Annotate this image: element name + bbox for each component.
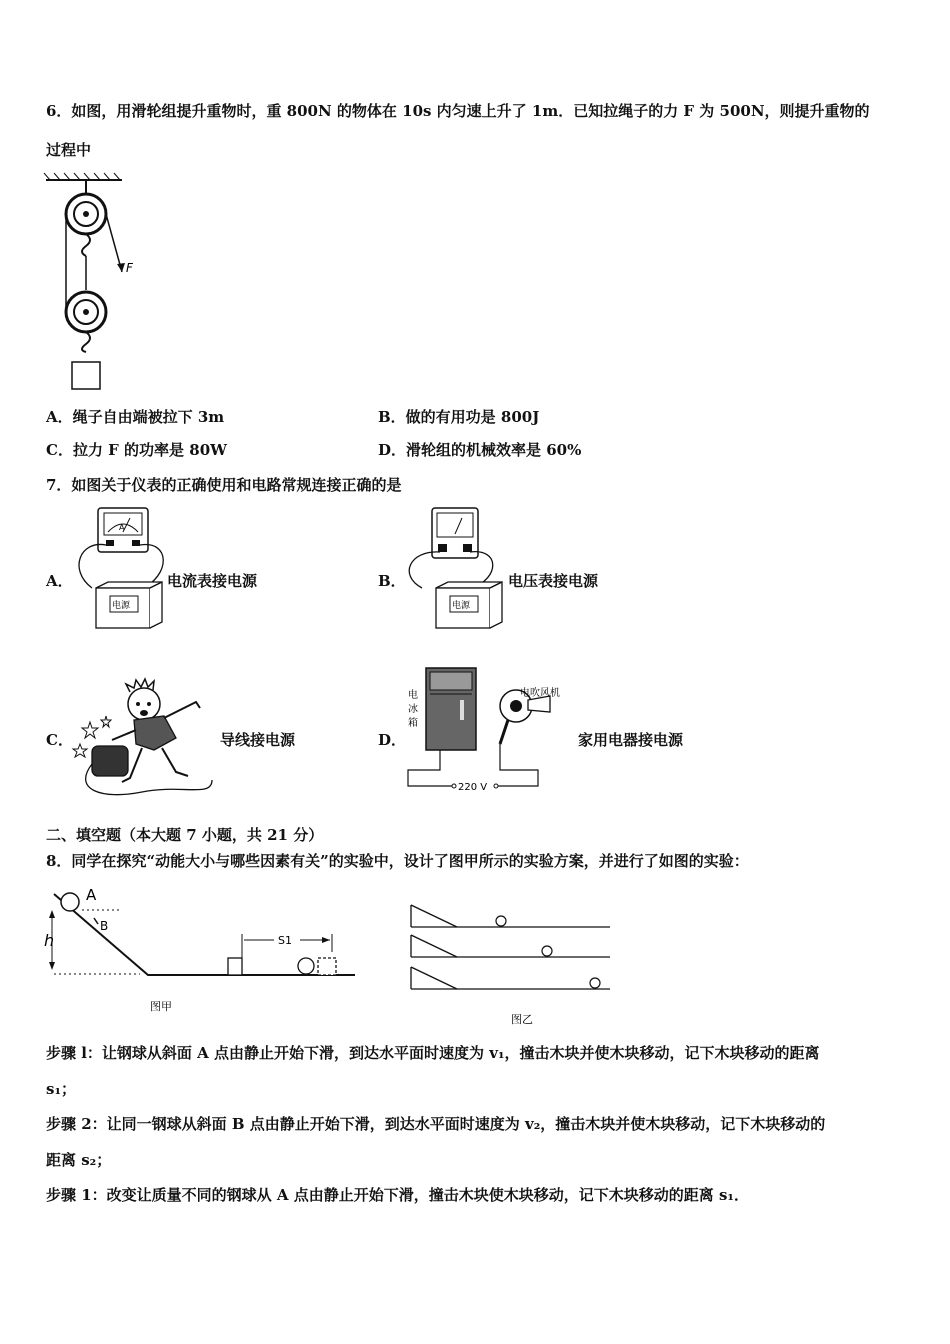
- distance-s1-label: S1: [278, 934, 292, 947]
- q8-step2-line1: 步骤 2：让同一钢球从斜面 B 点由静止开始下滑，到达水平面时速度为 v₂，撞击木块并使木块移动，记下木块移动的: [46, 1115, 826, 1133]
- q8-stem: 8．同学在探究“动能大小与哪些因素有关”的实验中，设计了图甲所示的实验方案，并进行了如图的实验：: [46, 852, 749, 870]
- figure-yi-inclines: [405, 895, 615, 1030]
- fridge-label-1: 电: [408, 690, 418, 701]
- fridge-label-2: 冰: [408, 704, 418, 715]
- pulley-diagram: [40, 172, 150, 392]
- q8-step2-line2: 距离 s₂；: [46, 1151, 112, 1169]
- fridge-label-3: 箱: [408, 718, 418, 729]
- power-source-label-b: 电源: [452, 601, 471, 611]
- point-b-label: B: [100, 919, 109, 933]
- q7-c-caption: 导线接电源: [220, 731, 296, 749]
- q7-stem: 7．如图关于仪表的正确使用和电路常规连接正确的是: [46, 476, 402, 494]
- q8-step1-line1: 步骤 l：让钢球从斜面 A 点由静止开始下滑，到达水平面时速度为 v₁，撞击木块并使木块移动，记下木块移动的距离: [46, 1044, 820, 1062]
- figure-yi-caption: 图乙: [511, 1013, 533, 1026]
- q7-d-letter: D．: [378, 731, 407, 749]
- q6-stem-line1: 6．如图，用滑轮组提升重物时，重 800N 的物体在 10s 内匀速上升了 1m．已知拉绳子的力 F 为 500N，则提升重物的: [46, 102, 870, 120]
- point-a-label: A: [86, 886, 97, 904]
- q6-option-c: C．拉力 F 的功率是 80W: [46, 441, 227, 459]
- q7-a-caption: 电流表接电源: [167, 572, 258, 590]
- q8-step1-line2: s₁；: [46, 1080, 77, 1098]
- fan-label: 电吹风机: [520, 688, 560, 699]
- q7-d-caption: 家用电器接电源: [578, 731, 684, 749]
- height-label: h: [44, 931, 55, 950]
- figure-jia-incline: [40, 882, 370, 1022]
- q6-option-d: D．滑轮组的机械效率是 60%: [378, 441, 582, 459]
- ammeter-label: A: [119, 523, 125, 532]
- q7-b-caption: 电压表接电源: [508, 572, 599, 590]
- figure-jia-caption: 图甲: [150, 1000, 172, 1013]
- ammeter-power-diagram: [70, 500, 180, 635]
- q7-b-letter: B．: [378, 572, 406, 590]
- shocked-person-illustration: [72, 680, 217, 800]
- q6-option-b: B．做的有用功是 800J: [378, 408, 540, 426]
- q6-stem-line2: 过程中: [46, 141, 92, 159]
- appliances-circuit-diagram: [400, 660, 585, 800]
- power-source-label-a: 电源: [112, 601, 131, 611]
- force-label: F: [126, 261, 133, 275]
- q7-a-letter: A．: [46, 572, 73, 590]
- voltage-label: 220 V: [458, 782, 488, 793]
- section2-title: 二、填空题（本大题 7 小题，共 21 分）: [46, 826, 324, 844]
- q7-c-letter: C．: [46, 731, 73, 749]
- q6-option-a: A．绳子自由端被拉下 3m: [46, 408, 225, 426]
- q8-step3: 步骤 1：改变让质量不同的钢球从 A 点由静止开始下滑，撞击木块使木块移动，记下木块移动的距离 s₁．: [46, 1186, 749, 1204]
- voltmeter-power-diagram: [400, 500, 510, 635]
